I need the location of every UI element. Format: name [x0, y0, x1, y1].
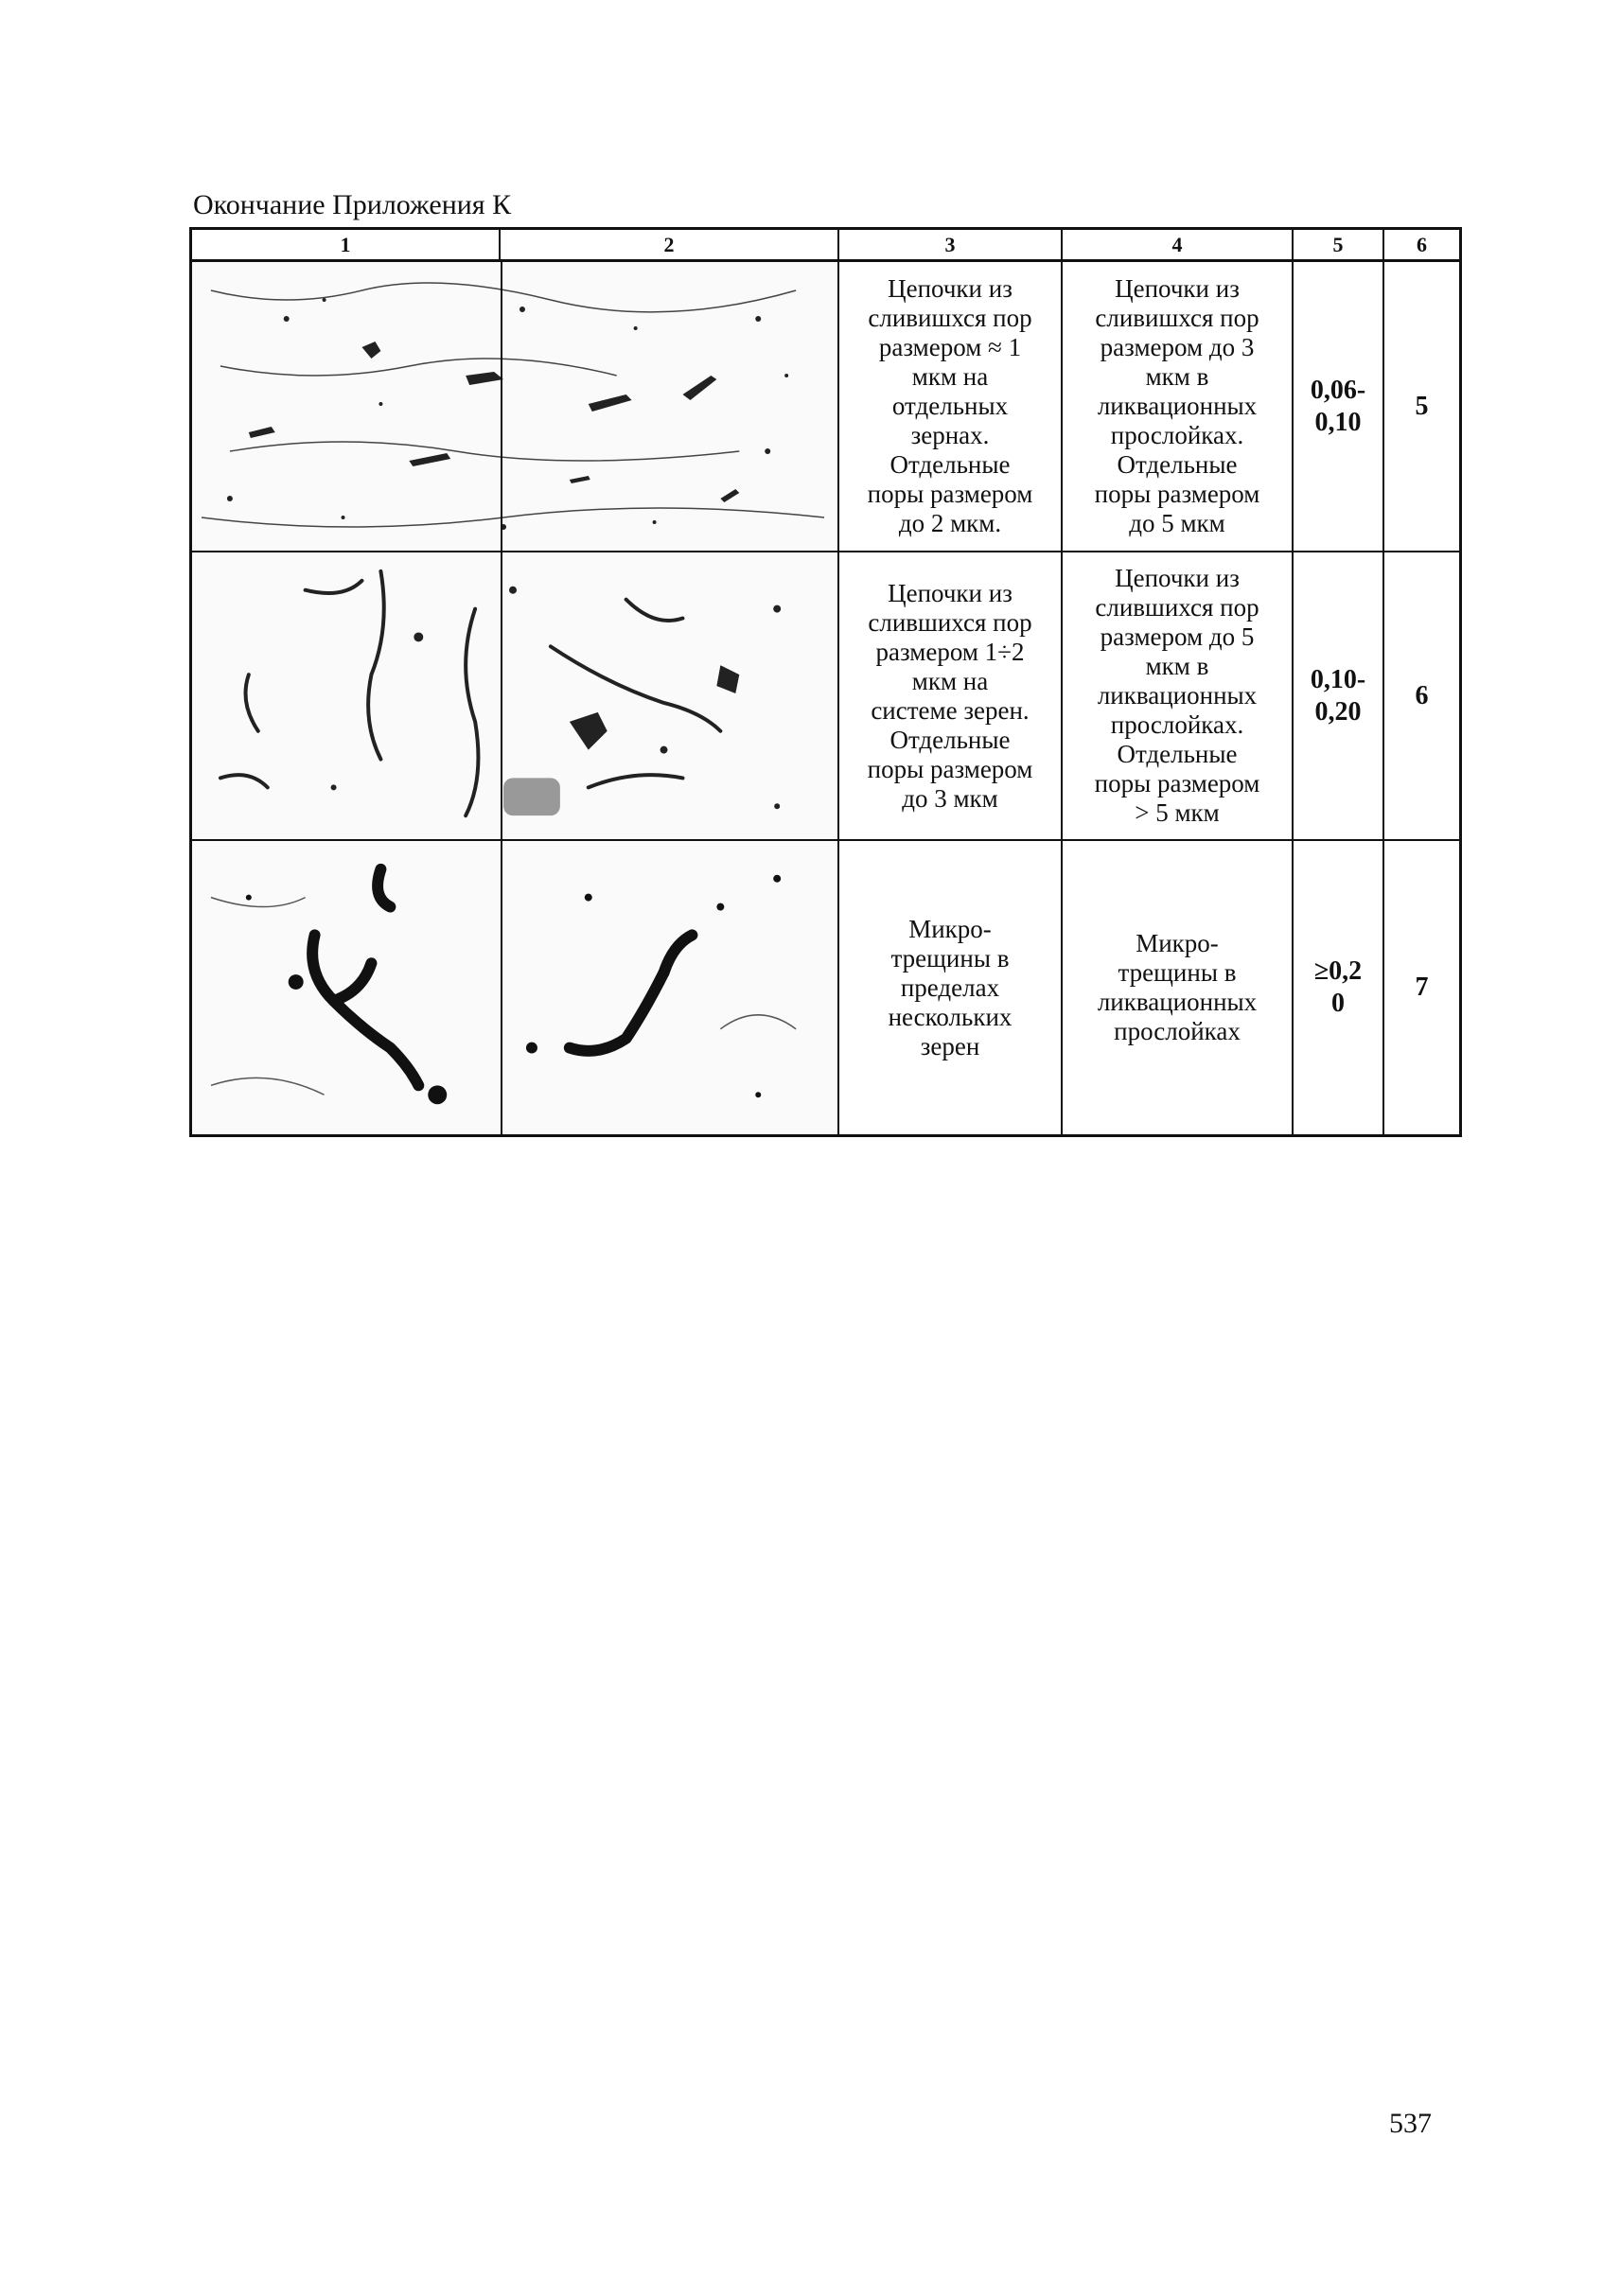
row-3-col-5: ≥0,2 0 [1313, 956, 1363, 1018]
header-col-1: 1 [192, 230, 501, 262]
porosity-table [189, 227, 1462, 1137]
micrograph-image [192, 552, 837, 839]
row-1-col-5: 0,06- 0,10 [1310, 375, 1366, 437]
page-number: 537 [1389, 2108, 1432, 2139]
micrograph-row-3 [192, 841, 839, 1134]
row-2-col-4: Цепочки из слившихся пор размером до 5 мкм в ликвационных прослойках. Отдельные поры размером > 5 мкм [1094, 564, 1260, 827]
micrograph-row-2 [192, 552, 839, 839]
micrograph-row-1 [192, 262, 839, 551]
row-1-col-3: Цепочки из сливишхся пор размером ≈ 1 мкм на отдельных зернах. Отдельные поры размером до 2 мкм. [867, 274, 1033, 537]
row-3-col-4: Микро- трещины в ликвационных прослойках [1097, 929, 1258, 1045]
table-row [192, 551, 1459, 839]
micrograph-image [192, 262, 837, 551]
header-col-2: 2 [501, 230, 839, 262]
row-3-col-3: Микро- трещины в пределах нескольких зерен [888, 914, 1012, 1060]
row-3-col-6: 7 [1415, 973, 1429, 1002]
header-col-6: 6 [1384, 230, 1459, 262]
image-divider [501, 262, 502, 551]
image-divider [501, 552, 502, 839]
row-2-col-6: 6 [1415, 680, 1429, 710]
header-col-5: 5 [1294, 230, 1384, 262]
header-col-4: 4 [1063, 230, 1294, 262]
row-1-col-4: Цепочки из сливишхся пор размером до 3 мкм в ликвационных прослойках. Отдельные поры размером до 5 мкм [1094, 274, 1260, 537]
row-1-col-6: 5 [1415, 391, 1429, 421]
row-2-col-5: 0,10- 0,20 [1310, 664, 1366, 727]
row-2-col-3: Цепочки из слившихся пор размером 1÷2 мкм на системе зерен. Отдельные поры размером до 3 мкм [867, 578, 1033, 813]
table-row [192, 262, 1459, 551]
table-row [192, 839, 1459, 1134]
image-divider [501, 841, 502, 1134]
header-col-3: 3 [839, 230, 1063, 262]
micrograph-image [192, 841, 837, 1134]
table-caption: Окончание Приложения К [193, 189, 512, 220]
